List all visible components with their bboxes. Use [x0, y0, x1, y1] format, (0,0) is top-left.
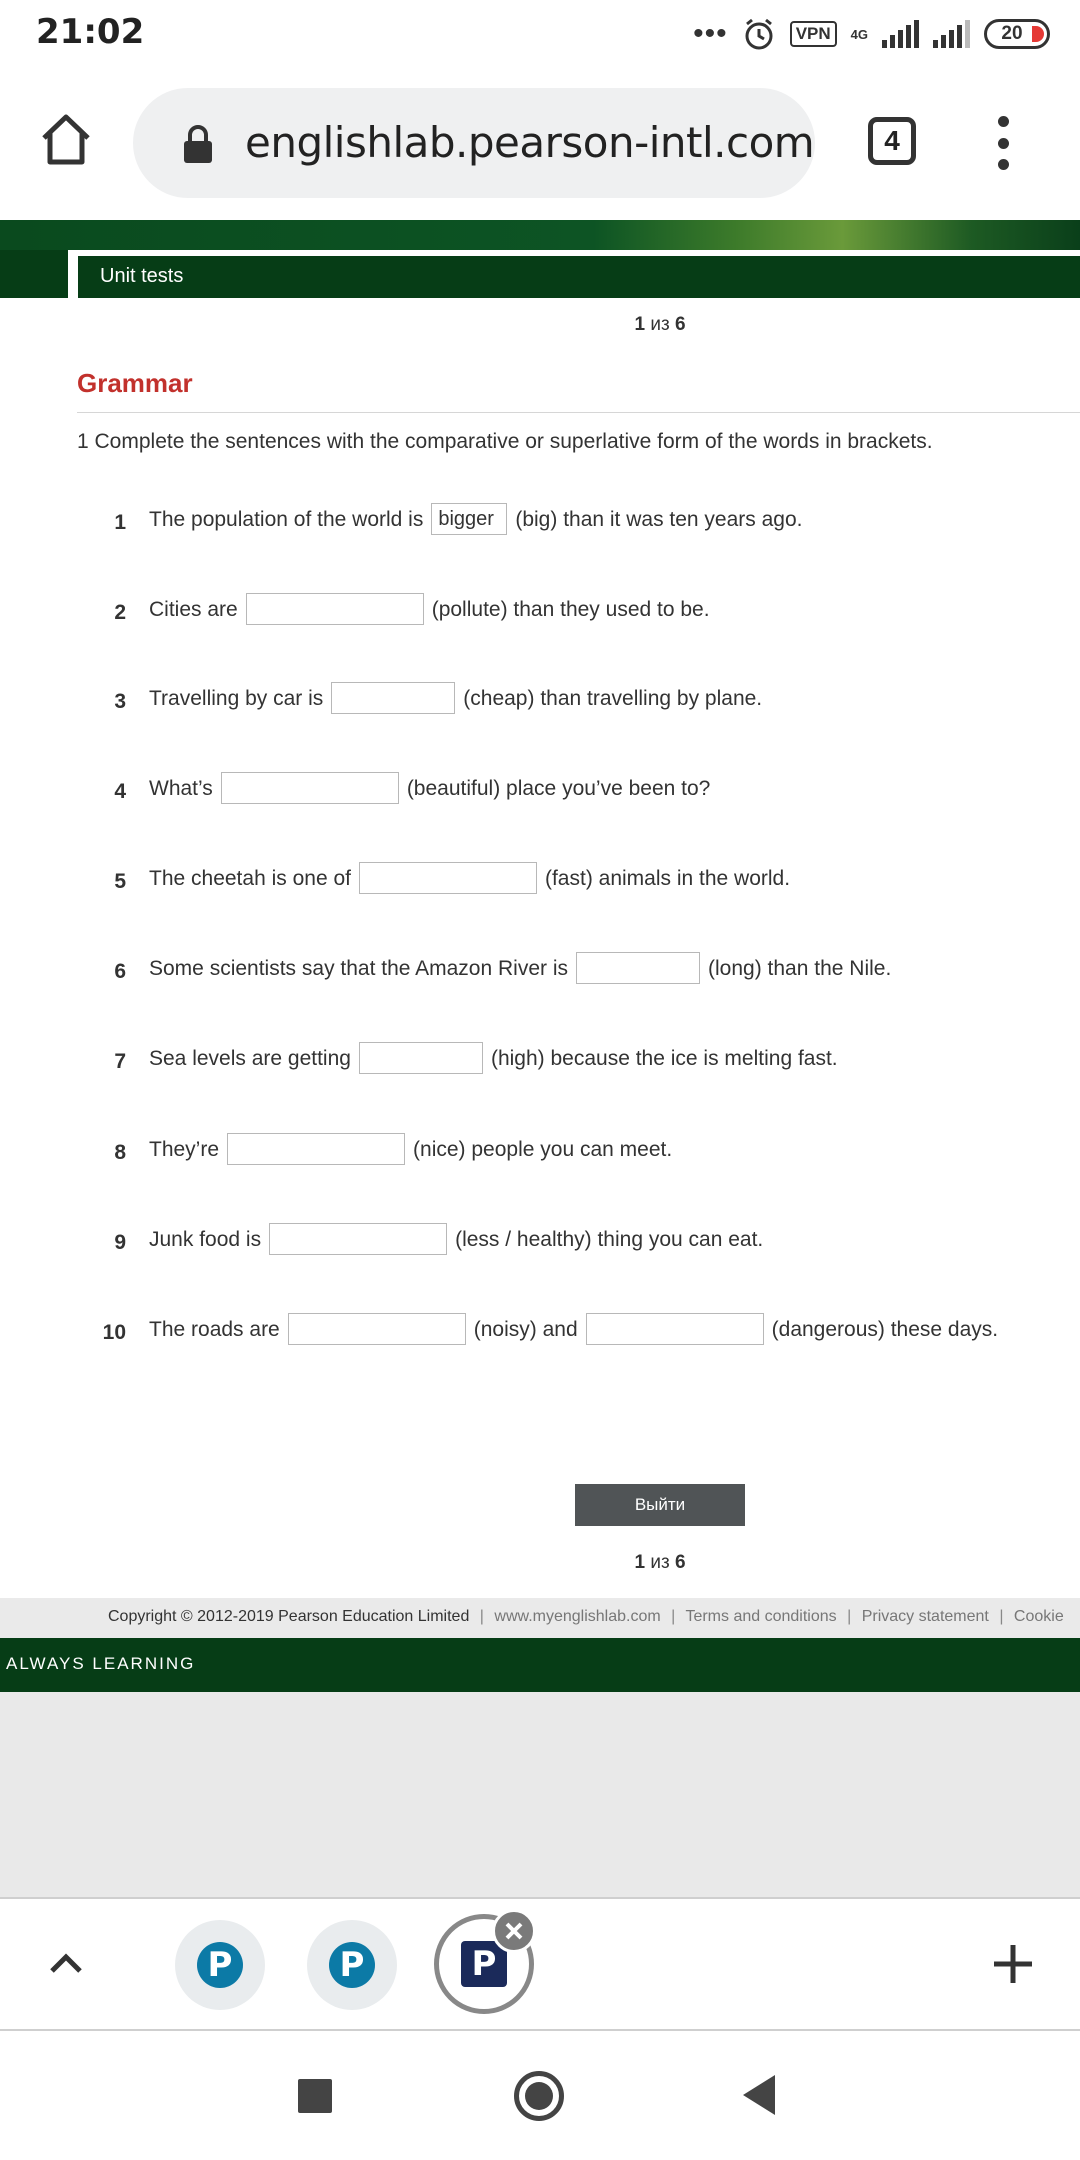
- answer-input[interactable]: [576, 952, 700, 984]
- question-text-before: They’re: [149, 1137, 220, 1161]
- question-row: [0, 681, 1080, 721]
- pager-separator: из: [650, 314, 670, 335]
- question-number: 3: [114, 690, 126, 713]
- answer-input[interactable]: [227, 1133, 405, 1165]
- answer-input[interactable]: [359, 862, 537, 894]
- battery-icon: [984, 19, 1050, 49]
- copyright-bar: Copyright © 2012-2019 Pearson Education Limited | www.myenglishlab.com | Terms and conditions | Privacy statement | Cookie: [0, 1598, 1080, 1638]
- section-divider: [77, 412, 1080, 413]
- pearson-logo-icon: P: [329, 1942, 375, 1988]
- network-type: 4G: [850, 26, 868, 42]
- close-icon[interactable]: [492, 1909, 536, 1953]
- answer-input[interactable]: [269, 1223, 447, 1255]
- answer-input[interactable]: [431, 503, 507, 535]
- tab-thumbnail[interactable]: [307, 1920, 397, 2010]
- question-text-after: (beautiful) place you’ve been to?: [406, 776, 711, 800]
- browser-toolbar: [0, 66, 1080, 220]
- question-number: 7: [114, 1050, 126, 1073]
- question-number: 1: [114, 511, 126, 534]
- question-row: [0, 502, 1080, 542]
- overflow-menu-icon[interactable]: [990, 116, 1016, 170]
- recents-icon[interactable]: [298, 2079, 332, 2113]
- exit-button[interactable]: Выйти: [575, 1484, 745, 1526]
- question-text-before: Sea levels are getting: [149, 1046, 351, 1070]
- footer-link-privacy[interactable]: Privacy statement: [861, 1608, 989, 1625]
- nav-title: Unit tests: [100, 265, 184, 287]
- question-text-before: Cities are: [149, 597, 238, 621]
- section-title: Grammar: [77, 368, 193, 398]
- answer-input[interactable]: [331, 682, 455, 714]
- question-text-after: (high) because the ice is melting fast.: [490, 1046, 838, 1070]
- footer-brand-bar: [0, 1638, 1080, 1692]
- question-number: 6: [114, 960, 126, 983]
- back-icon[interactable]: [743, 2075, 775, 2115]
- question-text-before: What’s: [149, 776, 213, 800]
- status-bar: [0, 0, 1080, 66]
- question-text-before: The population of the world is: [149, 507, 424, 531]
- question-text-middle: (noisy) and: [473, 1317, 578, 1341]
- question-number: 10: [102, 1321, 126, 1344]
- page-bottom-area: [0, 1692, 1080, 1897]
- question-number: 2: [114, 601, 126, 624]
- home-circle-icon[interactable]: [514, 2071, 564, 2121]
- question-number: 9: [114, 1231, 126, 1254]
- footer-link-cookie[interactable]: Cookie: [1013, 1608, 1064, 1625]
- question-text-before: The cheetah is one of: [149, 866, 351, 890]
- site-nav: [0, 250, 1080, 298]
- status-time: 21:02: [36, 12, 145, 52]
- question-row: [0, 592, 1080, 632]
- chevron-up-icon[interactable]: [46, 1943, 86, 1983]
- question-text-before: Junk food is: [149, 1227, 262, 1251]
- question-row: [0, 951, 1080, 991]
- pager-current: 1: [634, 1552, 646, 1573]
- tab-strip: [0, 1897, 1080, 2031]
- question-text-after: (fast) animals in the world.: [544, 866, 791, 890]
- question-row: [0, 1041, 1080, 1081]
- alarm-icon: [742, 17, 776, 51]
- url-text[interactable]: englishlab.pearson-intl.com: [245, 118, 815, 167]
- question-number: 5: [114, 870, 126, 893]
- answer-input[interactable]: [288, 1313, 466, 1345]
- question-text-before: Some scientists say that the Amazon River is: [149, 956, 569, 980]
- question-text-after: (less / healthy) thing you can eat.: [455, 1227, 764, 1251]
- question-text-before: Travelling by car is: [149, 686, 324, 710]
- answer-input[interactable]: [246, 593, 424, 625]
- battery-level: 20: [1001, 23, 1023, 44]
- more-notifications-icon: •••: [693, 17, 728, 50]
- plus-icon[interactable]: [990, 1941, 1036, 1987]
- answer-input[interactable]: [221, 772, 399, 804]
- question-text-after: (cheap) than travelling by plane.: [463, 686, 763, 710]
- nav-title-bar: [78, 256, 1080, 298]
- pearson-logo-icon: P: [197, 1942, 243, 1988]
- nav-side-block: [0, 250, 68, 298]
- answer-input-2[interactable]: [586, 1313, 764, 1345]
- question-row: [0, 1312, 1080, 1352]
- pager-bottom: [0, 1552, 1080, 1574]
- question-number: 4: [114, 780, 126, 803]
- pager-current: 1: [634, 314, 646, 335]
- question-row: [0, 771, 1080, 811]
- pager-total: 6: [674, 314, 686, 335]
- question-text-after: (long) than the Nile.: [708, 956, 892, 980]
- question-text-after: (nice) people you can meet.: [413, 1137, 673, 1161]
- status-icons: [693, 14, 1050, 54]
- signal-icon: [882, 20, 919, 48]
- site-banner: [0, 220, 1080, 250]
- footer-link-site[interactable]: www.myenglishlab.com: [494, 1608, 661, 1625]
- tab-thumbnail[interactable]: [175, 1920, 265, 2010]
- question-text-before: The roads are: [149, 1317, 280, 1341]
- copyright-text: Copyright © 2012-2019 Pearson Education Limited: [108, 1608, 470, 1625]
- pearson-logo-icon: P: [461, 1941, 507, 1987]
- tab-switcher-button[interactable]: 4: [868, 117, 916, 165]
- lock-icon: [181, 124, 215, 164]
- question-row: [0, 861, 1080, 901]
- question-text-after: (big) than it was ten years ago.: [515, 507, 803, 531]
- question-text-after: (pollute) than they used to be.: [431, 597, 710, 621]
- vpn-badge: VPN: [790, 21, 837, 47]
- exercise-instruction: 1 Complete the sentences with the comparative or superlative form of the words in brackets.: [77, 430, 933, 453]
- footer-tagline: ALWAYS LEARNING: [6, 1654, 196, 1673]
- home-icon[interactable]: [36, 110, 96, 170]
- pager-separator: из: [650, 1552, 670, 1573]
- question-text-after: (dangerous) these days.: [771, 1317, 999, 1341]
- pager-top: [0, 314, 1080, 336]
- address-bar[interactable]: [133, 88, 815, 198]
- answer-input[interactable]: [359, 1042, 483, 1074]
- system-nav-bar: [0, 2031, 1080, 2160]
- pager-total: 6: [674, 1552, 686, 1573]
- footer-link-terms[interactable]: Terms and conditions: [685, 1608, 837, 1625]
- signal-icon-2: [933, 20, 970, 48]
- question-row: [0, 1132, 1080, 1172]
- question-row: [0, 1222, 1080, 1262]
- question-number: 8: [114, 1141, 126, 1164]
